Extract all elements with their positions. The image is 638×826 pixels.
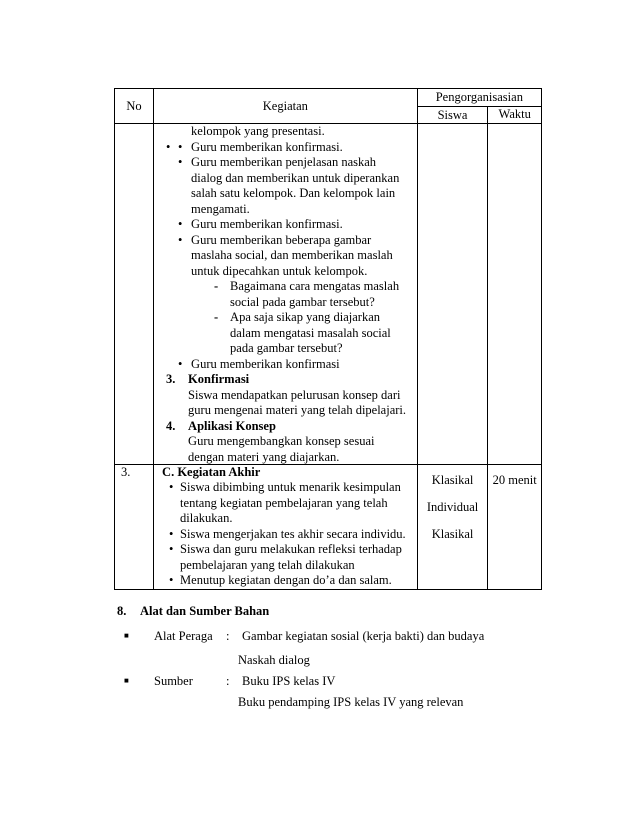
section-title: Alat dan Sumber Bahan bbox=[139, 604, 270, 618]
list-item-cont: dialog dan memberikan untuk diperankan bbox=[191, 170, 400, 185]
row1-kegiatan-cell bbox=[154, 124, 418, 465]
row1-no-cell bbox=[115, 124, 154, 465]
header-kegiatan: Kegiatan bbox=[154, 89, 418, 124]
sub-list-item: - Apa saja sikap yang diajarkan bbox=[214, 310, 380, 324]
resource-label: Sumber bbox=[154, 674, 193, 688]
header-no: No bbox=[115, 89, 154, 124]
bullet-icon: • bbox=[169, 542, 174, 556]
dash-icon: - bbox=[214, 310, 219, 324]
sub-list-item-cont: pada gambar tersebut? bbox=[230, 341, 343, 355]
row2-waktu-cell bbox=[488, 464, 542, 589]
siswa-value: Individual bbox=[426, 499, 479, 514]
activity-table bbox=[114, 88, 542, 590]
numbered-body: guru mengenai materi yang telah dipelajari. bbox=[188, 403, 407, 417]
list-item-cont: pembelajaran yang telah dilakukan bbox=[180, 557, 355, 572]
list-item: • • Guru memberikan konfirmasi. bbox=[154, 140, 417, 156]
bullet-icon: • bbox=[178, 232, 183, 247]
resource-value: Buku IPS kelas IV bbox=[242, 674, 336, 688]
sub-list-item-cont: dalam mengatasi masalah social bbox=[230, 325, 391, 340]
list-item-cont: mengamati. bbox=[191, 201, 250, 216]
resource-item bbox=[124, 629, 484, 644]
row-number: 3. bbox=[121, 464, 131, 479]
dash-icon: - bbox=[214, 279, 219, 293]
sub-list-item: - Bagaimana cara mengatas maslah bbox=[214, 279, 400, 293]
sub-list-item-cont: social pada gambar tersebut? bbox=[230, 294, 375, 309]
list-item: • Siswa mengerjakan tes akhir secara individu. bbox=[169, 526, 406, 541]
list-item: • Guru memberikan beberapa gambar bbox=[178, 232, 372, 247]
list-item: • Guru memberikan konfirmasi bbox=[178, 356, 340, 371]
list-item: kelompok yang presentasi. bbox=[191, 124, 325, 138]
bullet-icon: • bbox=[178, 217, 183, 231]
row2-kegiatan-cell bbox=[154, 464, 418, 589]
list-item: • Menutup kegiatan dengan do’a dan salam. bbox=[169, 573, 392, 587]
bullet-icon: • bbox=[169, 480, 174, 494]
resource-value: Buku pendamping IPS kelas IV yang relevan bbox=[238, 695, 464, 709]
resource-colon: : bbox=[226, 674, 230, 688]
siswa-value: Klasikal bbox=[431, 472, 474, 487]
table-row bbox=[115, 464, 542, 589]
list-item: • Guru memberikan konfirmasi. bbox=[178, 217, 343, 231]
resource-label: Alat Peraga bbox=[154, 629, 213, 643]
list-item: • Siswa dibimbing untuk menarik kesimpulan bbox=[169, 480, 401, 494]
resource-colon: : bbox=[226, 629, 230, 643]
section-title: C. Kegiatan Akhir bbox=[162, 464, 261, 479]
square-bullet-icon: ■ bbox=[124, 676, 129, 685]
numbered-body: Guru mengembangkan konsep sesuai bbox=[188, 434, 375, 448]
list-item-cont: tentang kegiatan pembelajaran yang telah bbox=[180, 495, 388, 510]
table-header-row bbox=[115, 89, 542, 107]
row2-no-cell bbox=[115, 464, 154, 589]
list-item-cont: dilakukan. bbox=[180, 511, 233, 525]
list-item: • Guru memberikan penjelasan naskah bbox=[178, 155, 377, 169]
square-bullet-icon: ■ bbox=[124, 631, 129, 640]
list-item: • Siswa dan guru melakukan refleksi terhadap bbox=[169, 542, 402, 556]
waktu-value: 20 menit bbox=[492, 472, 537, 487]
bullet-icon: • bbox=[178, 155, 183, 169]
bullet-icon: • • bbox=[178, 139, 183, 154]
table-row bbox=[115, 124, 542, 465]
row1-siswa-cell bbox=[417, 124, 488, 465]
section-number: 8. bbox=[117, 604, 127, 618]
numbered-body: Siswa mendapatkan pelurusan konsep dari bbox=[188, 387, 401, 402]
resource-value: Naskah dialog bbox=[238, 653, 310, 667]
row1-waktu-cell bbox=[488, 124, 542, 465]
bullet-icon: • bbox=[178, 356, 183, 371]
list-item-cont: salah satu kelompok. Dan kelompok lain bbox=[191, 186, 396, 200]
numbered-heading: 4. Aplikasi Konsep bbox=[166, 418, 276, 433]
numbered-heading: 3. Konfirmasi bbox=[166, 372, 250, 386]
siswa-value: Klasikal bbox=[431, 526, 474, 541]
header-siswa: Siswa bbox=[417, 106, 488, 124]
resource-value: Gambar kegiatan sosial (kerja bakti) dan budaya bbox=[242, 629, 485, 643]
list-item-cont: maslaha social, dan memberikan maslah bbox=[191, 248, 393, 262]
numbered-body: dengan materi yang diajarkan. bbox=[188, 449, 340, 464]
resource-item bbox=[124, 674, 335, 689]
row2-siswa-cell bbox=[417, 464, 488, 589]
header-waktu: Waktu bbox=[488, 106, 542, 124]
list-item-cont: untuk dipecahkan untuk kelompok. bbox=[191, 263, 368, 278]
bullet-icon: • bbox=[169, 526, 174, 541]
section-heading bbox=[117, 604, 269, 619]
bullet-icon: • bbox=[169, 573, 174, 587]
header-pengorganisasian: Pengorganisasian bbox=[417, 89, 541, 107]
